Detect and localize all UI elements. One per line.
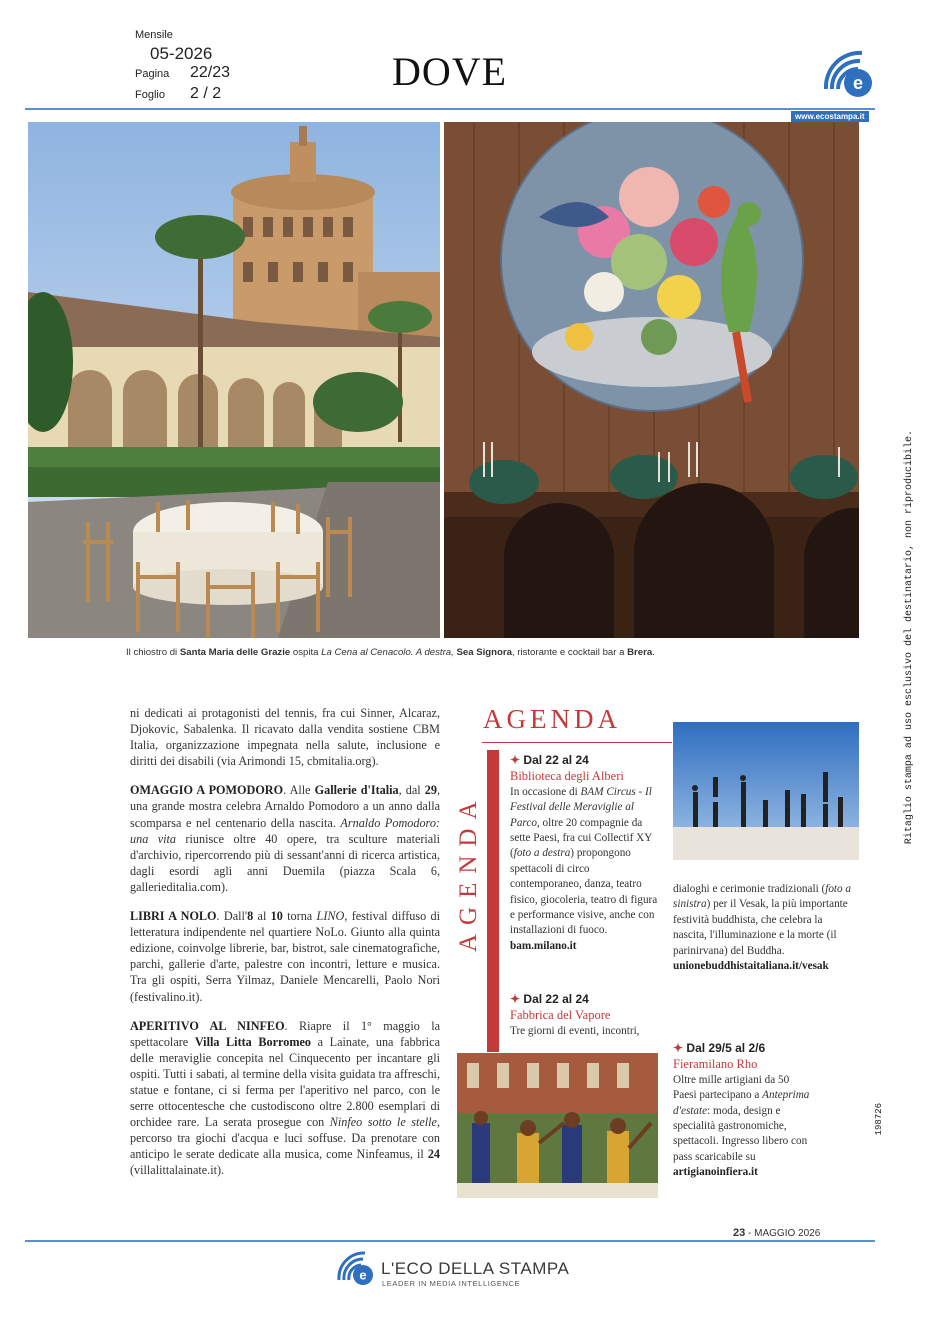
footer-rule (25, 1240, 875, 1242)
clipping-code: 198726 (874, 1103, 884, 1136)
page-footer: 23 - MAGGIO 2026 (733, 1227, 821, 1239)
reproduction-notice: Ritaglio stampa ad uso esclusivo del destinatario, non riproducibile. (904, 430, 915, 845)
page-value: 22/23 (190, 64, 231, 81)
frequency-label: Mensile (135, 29, 173, 41)
page-label: Pagina (135, 68, 170, 80)
site-url: www.ecostampa.it (791, 111, 869, 122)
article-paragraph-nolo: LIBRI A NOLO. Dall'8 al 10 torna LINO, festival diffuso di letteratura indipendente nel quartiere NoLo. Giunto alla quinta edizione, coinvolge librerie, bar, bistrot, sale cinematografiche, parchi, gallerie d'arte, palestre con incontri, letture e musica. Tra gli ospiti, Serra Yilmaz, Daniele Mencarelli, Paolo Nori (festivalino.it). (130, 909, 441, 1004)
vesak-dancers-photo (457, 1053, 658, 1198)
article-paragraph-pomodoro: OMAGGIO A POMODORO. Alle Gallerie d'Italia, dal 29, una grande mostra celebra Arnaldo Pomodoro a un anno dalla scomparsa e nel centenario della nascita. Arnaldo Pomodoro: una vita riunisce oltre 40 opere, tra sculture materiali d'archivio, ripercorrendo più di sessant'anni di ricerca artistica, dagli esordi agli anni Duemila (piazza Scala 6, gallerieditalia.com). (130, 783, 441, 894)
sheet-label: Foglio (135, 89, 165, 101)
article-column (130, 705, 440, 1192)
agenda-event-vesak-continued: dialoghi e cerimonie tradizionali (foto a sinistra) per il Vesak, la più importante festività buddhista, che celebra la nascita, l'illuminazione e la morte (il parinirvana) del Buddha. unionebuddhistaitaliana.it/vesak (673, 883, 852, 973)
circus-photo (673, 722, 859, 860)
masthead: DOVE (392, 49, 508, 94)
agenda-event-bam: ✦ Dal 22 al 24 Biblioteca degli Alberi In occasione di BAM Circus - Il Festival delle Meraviglie al Parco, oltre 20 compagnie da sette Paesi, fra cui Collectif XY (foto a destra) propongono spettacoli di circo contemporaneo, danza, teatro fisico, giocoleria, teatro di figura e performance visive, anche con installazioni di fuoco. bam.milano.it (510, 753, 658, 952)
agenda-red-bar (487, 750, 499, 1052)
star-icon: ✦ (510, 992, 521, 1006)
cloister-photo (28, 122, 440, 638)
agenda-event-artigiano: ✦ Dal 29/5 al 2/6 Fieramilano Rho Oltre mille artigiani da 50 Paesi partecipano a Anteprima d'estate: moda, design e specialità gastronomiche, spettacoli. Ingresso libero con pass scaricabile su artigianoinfiera.it (673, 1041, 810, 1179)
agenda-vertical-label: AGENDA (455, 792, 482, 952)
article-paragraph-ninfeo: APERITIVO AL NINFEO. Riapre il 1° maggio la spettacolare Villa Litta Borromeo a Lainate, una fabbrica delle meraviglie concepita nel Cinquecento per incantare gli ospiti. Tutti i sabati, al termine della visita guidata tra affreschi, statue e fontane, ci si ferma per l'aperitivo nel parco, con le serre ottocentesche che custodiscono oltre 2.800 esemplari di orchidee rare. La serata prosegue con Ninfeo sotto le stelle, percorso tra giochi d'acqua e luci soffuse. Da prenotare con anticipo le serate dedicate alla musica, come Ninfeamus, il 24 (villalittalainate.it). (130, 1018, 441, 1178)
agenda-event-vesak: ✦ Dal 22 al 24 Fabbrica del Vapore Tre giorni di eventi, incontri, (510, 992, 640, 1037)
agenda-title: AGENDA (483, 704, 621, 734)
brand-tagline: LEADER IN MEDIA INTELLIGENCE (382, 1279, 521, 1288)
agenda-rule (482, 742, 672, 743)
star-icon: ✦ (673, 1041, 684, 1055)
ecostampa-logo-icon (822, 45, 876, 99)
header-rule (25, 108, 875, 110)
svg-text:e: e (852, 73, 864, 93)
article-paragraph: ni dedicati ai protagonisti del tennis, fra cui Sinner, Alcaraz, Djokovic, Sabalenka. Il ricavato dalla vendita sostiene CBM Italia, organizzazione impegnata nella salute, inclusione e diritti dei disabili (via Arimondi 15, cbmitalia.org). (130, 706, 440, 769)
eco-della-stampa-logo-icon (336, 1248, 376, 1286)
photo-caption: Il chiostro di Santa Maria delle Grazie ospita La Cena al Cenacolo. A destra, Sea Signora, ristorante e cocktail bar a Brera. (126, 647, 655, 658)
issue-date: 05-2026 (150, 44, 213, 63)
sheet-value: 2 / 2 (190, 85, 222, 102)
svg-text:e: e (359, 1267, 367, 1283)
brand-name: L'ECO DELLA STAMPA (381, 1259, 570, 1278)
star-icon: ✦ (510, 753, 521, 767)
restaurant-photo (444, 122, 859, 638)
